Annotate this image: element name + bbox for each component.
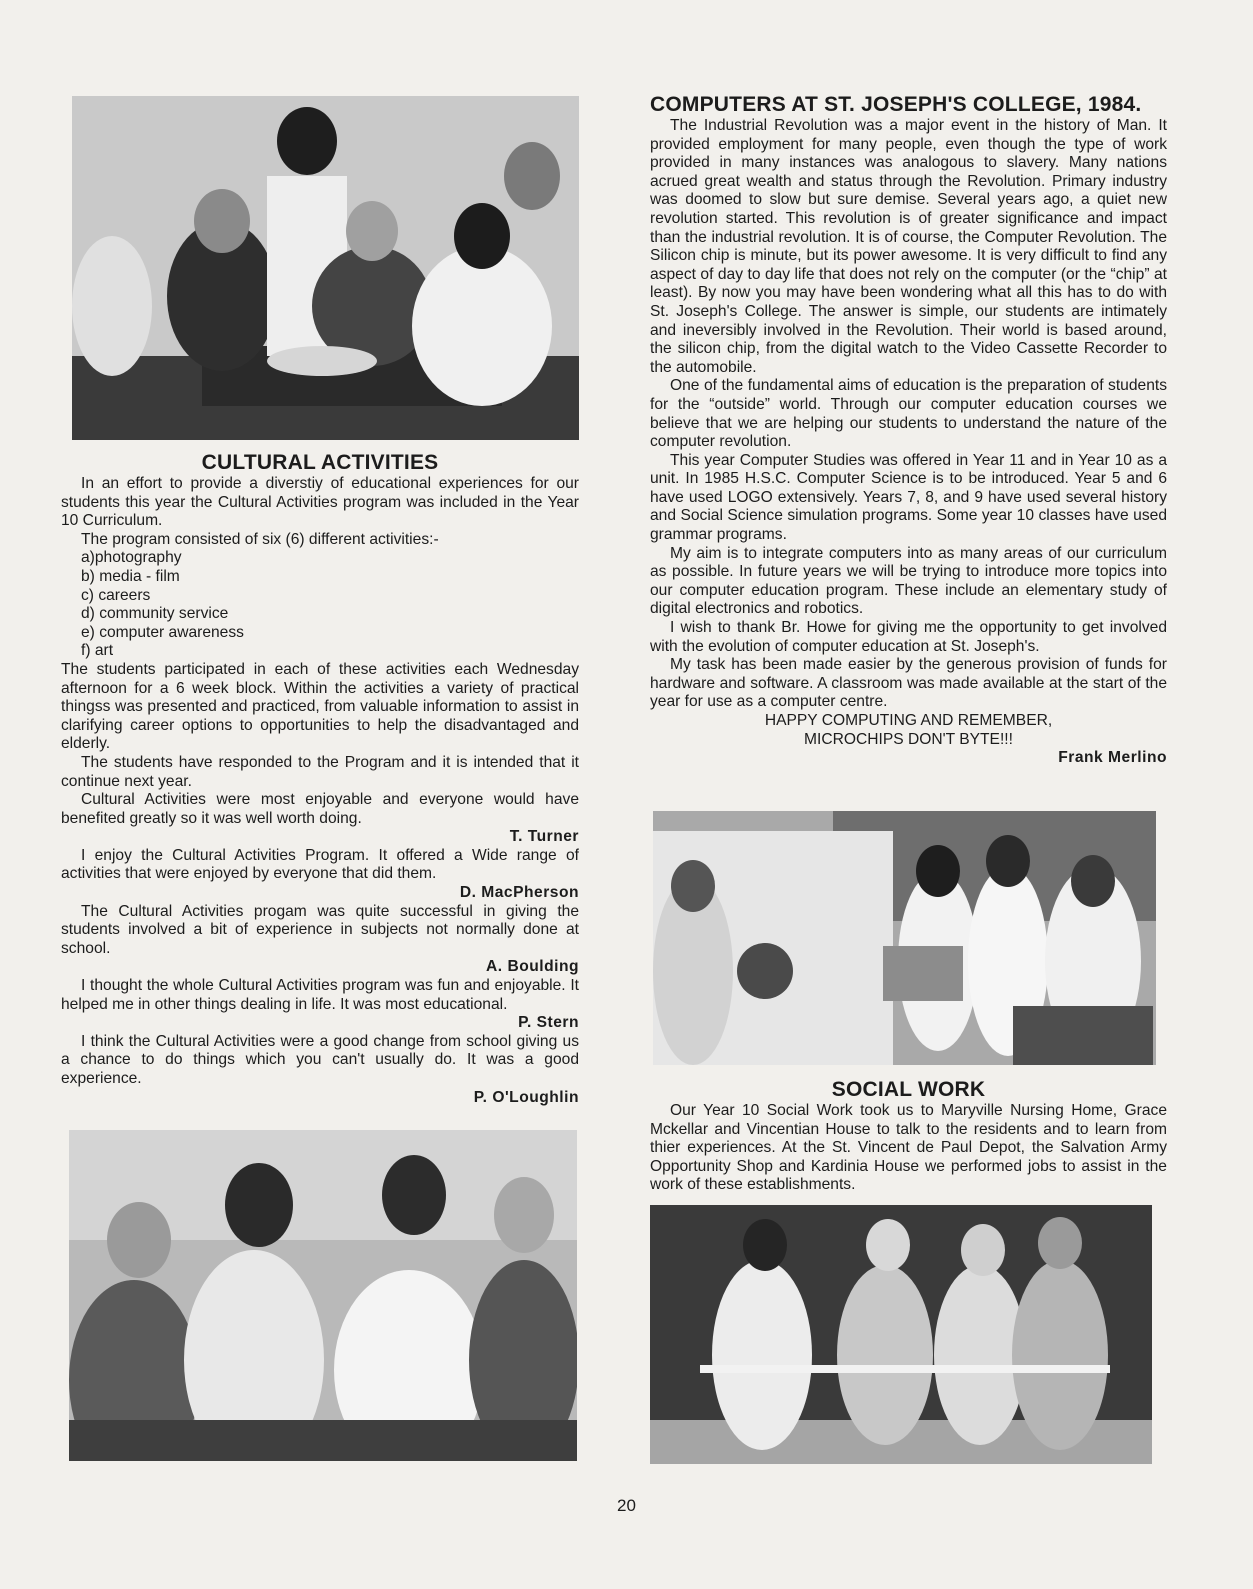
social-work-section	[650, 1078, 1167, 1195]
activity-item: c) careers	[81, 586, 151, 604]
cultural-paragraph: The students participated in each of these activities each Wednesday afternoon for a 6 week block. Within the activities a variety of practical thingss was presented and practiced, from valuable information to assist in clarifying career options to opportunities to help the disadvantaged and elderly.	[61, 660, 579, 753]
activity-item: f) art	[81, 642, 114, 660]
computers-title: COMPUTERS AT ST. JOSEPH'S COLLEGE, 1984.	[650, 93, 1142, 116]
computers-section	[650, 93, 1167, 768]
cultural-paragraph: The students have responded to the Program and it is intended that it continue next year.	[61, 753, 579, 790]
signature: T. Turner	[509, 828, 579, 846]
activities-list	[61, 549, 579, 661]
computers-paragraph: One of the fundamental aims of education is the preparation of students for the “outside” world. Through our computer education courses we believe that we are helping our students to understand the nature of the computer revolution.	[650, 377, 1167, 451]
photo-craft-group	[72, 96, 579, 440]
cultural-paragraph: Cultural Activities were most enjoyable and everyone would have benefited greatly so it was well worth doing.	[61, 791, 579, 827]
closing-line: HAPPY COMPUTING AND REMEMBER,	[764, 712, 1053, 729]
cultural-paragraph: The Cultural Activities progam was quite successful in giving the students involved a bit of experience in subjects not normally done at school.	[61, 902, 579, 957]
photo-students-with-elderly	[69, 1130, 577, 1461]
signature: P. O'Loughlin	[473, 1088, 579, 1106]
computers-paragraph: This year Computer Studies was offered in Year 11 and in Year 10 as a unit. In 1985 H.S.C. Computer Science is to be introduced. Year 5 and 6 have used LOGO extensively. Years 7, 8, and 9 have used several history and Social Science simulation programs. Some year 10 classes have used grammar programs.	[650, 451, 1167, 544]
signature: P. Stern	[518, 1014, 579, 1032]
photo-nursing-home-residents	[650, 1205, 1152, 1464]
cultural-paragraph: In an effort to provide a diverstiy of educational experiences for our students this year the Cultural Activities program was included in the Year 10 Curriculum.	[61, 475, 579, 530]
cultural-paragraph: The program consisted of six (6) different activities:-	[81, 530, 439, 548]
computers-paragraph: My aim is to integrate computers into as many areas of our curriculum as possible. In future years we will be trying to introduce more topics into our computer education program. These include an elementary study of digital electronics and robotics.	[650, 544, 1167, 618]
photo-salvation-army-truck	[653, 811, 1156, 1065]
signature: A. Boulding	[486, 958, 579, 976]
cultural-paragraph: I enjoy the Cultural Activities Program. It offered a Wide range of activities that were enjoyed by everyone that did them.	[61, 846, 579, 883]
cultural-paragraph: I thought the whole Cultural Activities program was fun and enjoyable. It helped me in other things dealing in life. It was most educational.	[61, 977, 579, 1013]
closing-line: MICROCHIPS DON'T BYTE!!!	[804, 730, 1013, 748]
cultural-activities-title: CULTURAL ACTIVITIES	[201, 451, 439, 474]
social-work-title: SOCIAL WORK	[831, 1078, 986, 1101]
computers-paragraph: I wish to thank Br. Howe for giving me the opportunity to get involved with the evolution of computer education at St. Joseph's.	[650, 619, 1167, 655]
activity-item: a)photography	[81, 549, 182, 567]
cultural-paragraph: I think the Cultural Activities were a good change from school giving us a chance to do things which you can't usually do. It was a good experience.	[61, 1032, 579, 1087]
signature: Frank Merlino	[1058, 749, 1167, 767]
computers-paragraph: The Industrial Revolution was a major event in the history of Man. It provided employment for many people, even though the type of work provided in many instances was analogous to slavery. Many nations acrued great wealth and status through the Revolution. Primary industry was doomed to slow but sure demise. Several years ago, a quiet new revolution started. This revolution is of greater significance and impact than the industrial revolution. It is of course, the Computer Revolution. The Silicon chip is minute, but its power awesome. It is very difficult to find any aspect of day to day life that does not rely on the computer (or the “chip” at least). By now you may have been wondering what all this has to do with St. Joseph's College. The answer is simple, our students are intimately and ineversibly involved in the Revolution. Their world is based around, the silicon chip, from the digital watch to the Video Cassette Recorder to the automobile.	[650, 117, 1167, 376]
activity-item: d) community service	[81, 605, 229, 623]
social-work-paragraph: Our Year 10 Social Work took us to Maryville Nursing Home, Grace Mckellar and Vincentian House to talk to the residents and to learn from thier experiences. At the St. Vincent de Paul Depot, the Salvation Army Opportunity Shop and Kardinia House we performed jobs to assist in the work of these establishments.	[650, 1102, 1167, 1194]
activity-item: e) computer awareness	[81, 623, 244, 641]
signature: D. MacPherson	[459, 884, 579, 902]
cultural-activities-section	[61, 451, 579, 1107]
page-number: 20	[617, 1496, 636, 1515]
activity-item: b) media - film	[81, 567, 180, 585]
computers-paragraph: My task has been made easier by the generous provision of funds for hardware and software. A classroom was made available at the start of the year for use as a computer centre.	[650, 656, 1167, 711]
